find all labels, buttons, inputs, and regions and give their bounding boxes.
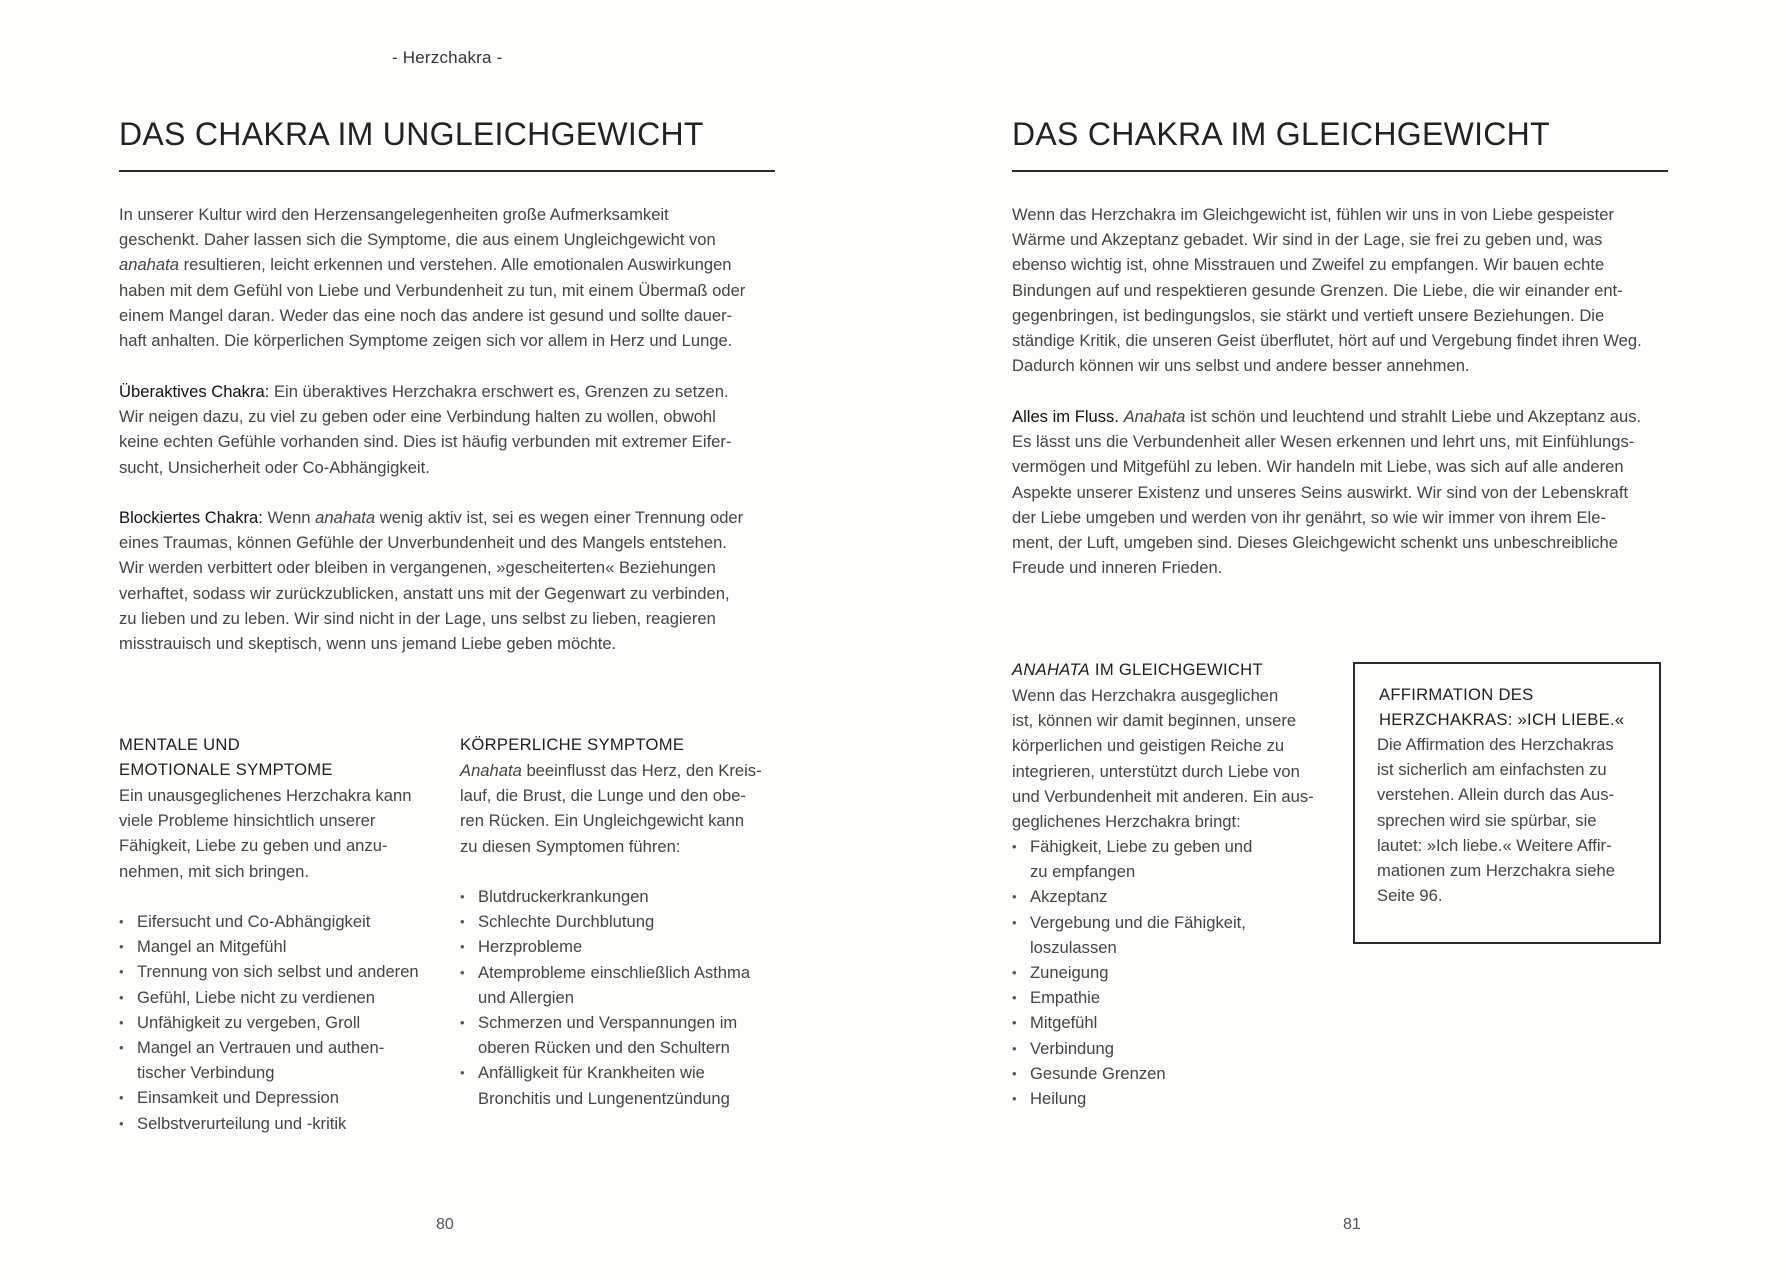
physical-symptoms-text: Anahata beeinflusst das Herz, den Kreis- lauf, die Brust, die Lunge und den obe- ren Rücken. Ein Ungleichgewicht kann zu diesen Symptomen führen: <box>460 761 762 856</box>
mental-symptoms-list <box>119 909 459 1136</box>
list-item: • Vergebung und die Fähigkeit, loszulassen <box>1012 910 1332 960</box>
physical-symptoms-list <box>460 884 800 1111</box>
list-item: • Selbstverurteilung und -kritik <box>119 1111 459 1136</box>
page-title-imbalance: DAS CHAKRA IM UNGLEICHGEWICHT <box>119 116 704 152</box>
list-item: • Verbindung <box>1012 1036 1332 1061</box>
list-item: • Mangel an Vertrauen und authen- tischer Verbindung <box>119 1035 459 1085</box>
balance-text: Wenn das Herzchakra ausgeglichen ist, können wir damit beginnen, unsere körperlichen und geistigen Reiche zu integrieren, unterstützt durch Liebe von und Verbundenheit mit anderen. Ein aus- geglichenes Herzchakra bringt: <box>1012 686 1314 832</box>
flow-label: Alles im Fluss. <box>1012 407 1119 426</box>
list-item: • Eifersucht und Co-Abhängigkeit <box>119 909 459 934</box>
list-item: • Blutdruckerkrankungen <box>460 884 800 909</box>
list-item: • Mitgefühl <box>1012 1010 1332 1035</box>
list-item: • Gesunde Grenzen <box>1012 1061 1332 1086</box>
mental-symptoms-text: Ein unausgeglichenes Herzchakra kann viele Probleme hinsichtlich unserer Fähigkeit, Liebe zu geben und anzu- nehmen, mit sich bringen. <box>119 786 412 881</box>
list-item: • Empathie <box>1012 985 1332 1010</box>
right-page <box>893 0 1786 1280</box>
list-item: • Atemprobleme einschließlich Asthma und Allergien <box>460 960 800 1010</box>
running-head: - Herzchakra - <box>392 48 503 67</box>
balance-heading: ANAHATA IM GLEICHGEWICHT <box>1012 660 1263 679</box>
list-item: • Schlechte Durchblutung <box>460 909 800 934</box>
list-item: • Einsamkeit und Depression <box>119 1085 459 1110</box>
overactive-label: Überaktives Chakra: <box>119 382 270 401</box>
affirmation-box <box>1353 662 1661 944</box>
affirmation-heading: AFFIRMATION DES HERZCHAKRAS: »ICH LIEBE.« <box>1379 685 1625 730</box>
title-rule <box>1012 170 1668 172</box>
title-rule <box>119 170 775 172</box>
list-item: • Herzprobleme <box>460 934 800 959</box>
blocked-label: Blockiertes Chakra: <box>119 508 263 527</box>
overactive-paragraph: Überaktives Chakra: Ein überaktives Herzchakra erschwert es, Grenzen zu setzen. Wir neigen dazu, zu viel zu geben oder eine Verbindung halten zu wollen, obwohl keine echten Gefühle vorhanden sind. Dies ist häufig verbunden mit extremer Eifer- sucht, Unsicherheit oder Co-Abhängigkeit. <box>119 382 732 477</box>
list-item: • Trennung von sich selbst und anderen <box>119 959 459 984</box>
flow-paragraph: Alles im Fluss. Anahata ist schön und leuchtend und strahlt Liebe und Akzeptanz aus. Es lässt uns die Verbundenheit aller Wesen erkennen und lehrt uns, mit Einfühlungs- vermögen und Mitgefühl zu leben. Wir handeln mit Liebe, was sich auf alle anderen Aspekte unserer Existenz und unseres Seins auswirkt. Wir sind von der Lebenskraft der Liebe umgeben und werden von ihr genährt, so wie wir immer von ihrem Ele- ment, der Luft, umgeben sind. Dieses Gleichgewicht schenkt uns unbeschreibliche Freude und inneren Frieden. <box>1012 407 1642 578</box>
list-item: • Gefühl, Liebe nicht zu verdienen <box>119 985 459 1010</box>
physical-symptoms-heading: KÖRPERLICHE SYMPTOME <box>460 735 685 754</box>
list-item: • Akzeptanz <box>1012 884 1332 909</box>
list-item: • Mangel an Mitgefühl <box>119 934 459 959</box>
intro-paragraph: In unserer Kultur wird den Herzensangelegenheiten große Aufmerksamkeit geschenkt. Daher lassen sich die Symptome, die aus einem Ungleichgewicht von anahata resultieren, leicht erkennen und verstehen. Alle emotionalen Auswirkungen haben mit dem Gefühl von Liebe und Verbundenheit zu tun, mit einem Übermaß oder einem Mangel daran. Weder das eine noch das andere ist gesund und sollte dauer- haft anhalten. Die körperlichen Symptome zeigen sich vor allem in Herz und Lunge. <box>119 205 746 351</box>
list-item: • Unfähigkeit zu vergeben, Groll <box>119 1010 459 1035</box>
blocked-paragraph: Blockiertes Chakra: Wenn anahata wenig aktiv ist, sei es wegen einer Trennung oder eines Traumas, können Gefühle der Unverbundenheit und des Mangels entstehen. Wir werden verbittert oder bleiben in vergangenen, »gescheiterten« Beziehungen verhaftet, sodass wir zurückzublicken, anstatt uns mit der Gegenwart zu verbinden, zu lieben und zu leben. Wir sind nicht in der Lage, uns selbst zu lieben, reagieren misstrauisch und skeptisch, wenn uns jemand Liebe geben möchte. <box>119 508 744 654</box>
list-item: • Fähigkeit, Liebe zu geben und zu empfangen <box>1012 834 1332 884</box>
list-item: • Schmerzen und Verspannungen im oberen Rücken und den Schultern <box>460 1010 800 1060</box>
affirmation-text: Die Affirmation des Herzchakras ist sicherlich am einfachsten zu verstehen. Allein durch das Aus- sprechen wird sie spürbar, sie lautet: »Ich liebe.« Weitere Affir- mationen zum Herzchakra siehe Seite 96. <box>1377 735 1615 906</box>
list-item: • Heilung <box>1012 1086 1332 1111</box>
page-title-balance: DAS CHAKRA IM GLEICHGEWICHT <box>1012 116 1550 152</box>
mental-symptoms-heading: MENTALE UND EMOTIONALE SYMPTOME <box>119 735 333 780</box>
intro-paragraph: Wenn das Herzchakra im Gleichgewicht ist, fühlen wir uns in von Liebe gespeister Wärme und Akzeptanz gebadet. Wir sind in der Lage, sie frei zu geben und, was ebenso wichtig ist, ohne Misstrauen und Zweifel zu empfangen. Wir bauen echte Bindungen auf und respektieren gesunde Grenzen. Die Liebe, die wir einander ent- gegenbringen, ist bedingungslos, sie stärkt und vertieft unsere Beziehungen. Die ständige Kritik, die unseren Geist überflutet, hört auf und Vergebung findet ihren Weg. Dadurch können wir uns selbst und andere besser annehmen. <box>1012 205 1642 376</box>
list-item: • Zuneigung <box>1012 960 1332 985</box>
page-number-left: 80 <box>436 1216 454 1233</box>
balance-list <box>1012 834 1332 1111</box>
page-number-right: 81 <box>1343 1216 1361 1233</box>
list-item: • Anfälligkeit für Krankheiten wie Bronchitis und Lungenentzündung <box>460 1060 800 1110</box>
